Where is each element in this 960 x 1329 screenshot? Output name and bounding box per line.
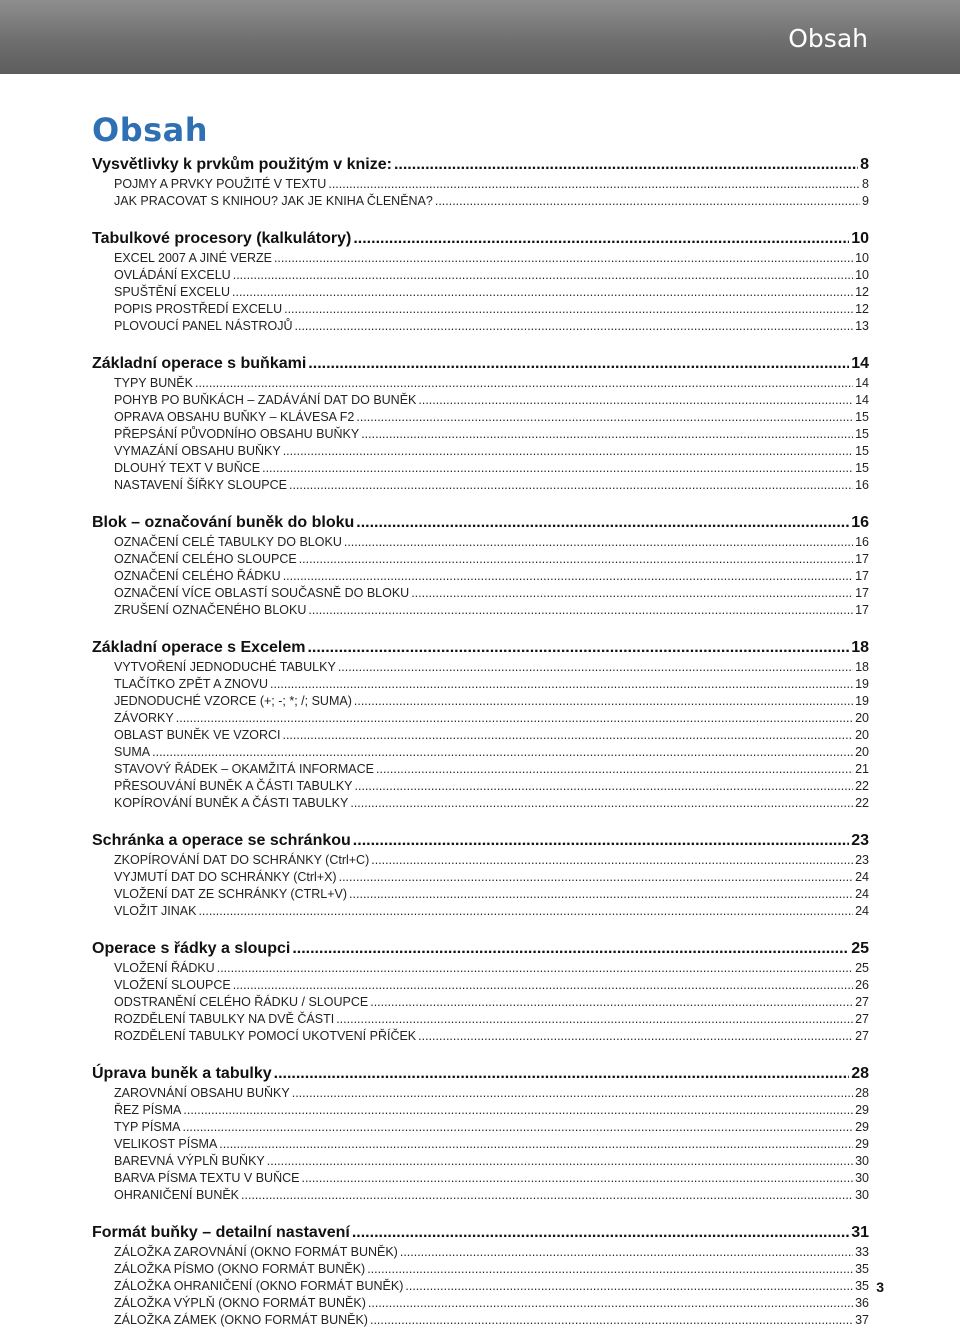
toc-item[interactable] [92, 284, 869, 301]
toc-item-title: JAK PRACOVAT S KNIHOU? JAK JE KNIHA ČLENĚNA? [114, 194, 433, 208]
toc-leader-dots [339, 869, 853, 886]
toc-item-title: VLOŽENÍ ŘÁDKU [114, 961, 215, 975]
toc-leader-dots [284, 301, 853, 318]
toc-item-title: VLOŽENÍ DAT ZE SCHRÁNKY (CTRL+V) [114, 887, 348, 901]
toc-leader-dots [198, 903, 853, 920]
toc-item-title: TYP PÍSMA [114, 1120, 181, 1134]
toc-item-title: BARVA PÍSMA TEXTU V BUŇCE [114, 1171, 300, 1185]
toc-leader-dots [299, 551, 853, 568]
toc-item-page: 12 [855, 285, 869, 299]
toc-leader-dots [435, 193, 860, 210]
toc-section[interactable] [92, 938, 869, 960]
toc-leader-dots [283, 568, 853, 585]
toc-item-title: ZÁLOŽKA PÍSMO (OKNO FORMÁT BUNĚK) [114, 1262, 366, 1276]
toc-item[interactable] [92, 1011, 869, 1028]
toc-item[interactable] [92, 659, 869, 676]
toc-item[interactable] [92, 250, 869, 267]
toc-item-title: TLAČÍTKO ZPĚT A ZNOVU [114, 677, 268, 691]
toc-item-page: 20 [855, 711, 869, 725]
toc-leader-dots [308, 602, 853, 619]
toc-item[interactable] [92, 869, 869, 886]
toc-section[interactable] [92, 830, 869, 852]
toc-item-title: ZRUŠENÍ OZNAČENÉHO BLOKU [114, 603, 307, 617]
toc-item-page: 17 [855, 552, 869, 566]
toc-item-title: JEDNODUCHÉ VZORCE (+; -; *; /; SUMA) [114, 694, 352, 708]
toc-leader-dots [344, 534, 853, 551]
toc-item[interactable] [92, 1312, 869, 1329]
toc-item[interactable] [92, 1187, 869, 1204]
toc-item-page: 22 [855, 796, 869, 810]
toc-item-page: 8 [862, 177, 869, 191]
toc-item-title: NASTAVENÍ ŠÍŘKY SLOUPCE [114, 478, 287, 492]
toc-section[interactable] [92, 1222, 869, 1244]
toc-item[interactable] [92, 375, 869, 392]
toc-leader-dots [283, 443, 853, 460]
toc-item[interactable] [92, 778, 869, 795]
toc-item-title: VLOŽENÍ SLOUPCE [114, 978, 231, 992]
toc-item-title: ZÁVORKY [114, 711, 174, 725]
toc-item-page: 27 [855, 995, 869, 1009]
toc-item-page: 15 [855, 427, 869, 441]
toc-item[interactable] [92, 1119, 869, 1136]
toc-leader-dots [152, 744, 853, 761]
toc-leader-dots [274, 250, 853, 267]
toc-leader-dots [356, 409, 853, 426]
toc-item-page: 17 [855, 603, 869, 617]
toc-item-page: 25 [855, 961, 869, 975]
toc-item-page: 10 [855, 268, 869, 282]
toc-leader-dots [400, 1244, 853, 1261]
toc-item-title: OZNAČENÍ VÍCE OBLASTÍ SOUČASNĚ DO BLOKU [114, 586, 410, 600]
toc-leader-dots [411, 585, 853, 602]
toc-leader-dots [183, 1102, 853, 1119]
toc-item[interactable] [92, 693, 869, 710]
toc-item[interactable] [92, 886, 869, 903]
toc-leader-dots [370, 994, 853, 1011]
toc-leader-dots [367, 1261, 853, 1278]
toc-item[interactable] [92, 1153, 869, 1170]
toc-item-title: ROZDĚLENÍ TABULKY POMOCÍ UKOTVENÍ PŘÍČEK [114, 1029, 417, 1043]
toc-item-title: SUMA [114, 745, 151, 759]
toc-item-title: PŘESOUVÁNÍ BUNĚK A ČÁSTI TABULKY [114, 779, 353, 793]
toc-leader-dots [292, 1085, 853, 1102]
toc-item-title: VLOŽIT JINAK [114, 904, 197, 918]
toc-item-title: STAVOVÝ ŘÁDEK – OKAMŽITÁ INFORMACE [114, 762, 374, 776]
toc-item-page: 24 [855, 904, 869, 918]
toc-item[interactable] [92, 409, 869, 426]
toc-section-title: Základní operace s Excelem [92, 639, 306, 656]
page-number: 3 [876, 1279, 884, 1295]
toc-item-page: 14 [855, 376, 869, 390]
toc-leader-dots [182, 1119, 853, 1136]
toc-item-page: 27 [855, 1029, 869, 1043]
toc-item-page: 16 [855, 478, 869, 492]
toc-item-title: VYJMUTÍ DAT DO SCHRÁNKY (Ctrl+X) [114, 870, 337, 884]
toc-item-page: 10 [855, 251, 869, 265]
toc-item-title: VYMAZÁNÍ OBSAHU BUŇKY [114, 444, 281, 458]
toc-item[interactable] [92, 761, 869, 778]
toc-leader-dots [274, 1063, 850, 1085]
toc-item[interactable] [92, 176, 869, 193]
toc-section-page: 16 [851, 514, 869, 531]
toc-item[interactable] [92, 676, 869, 693]
toc-leader-dots [356, 512, 849, 534]
toc-leader-dots [355, 778, 854, 795]
toc-item-page: 29 [855, 1103, 869, 1117]
toc-leader-dots [371, 852, 853, 869]
toc-section-title: Schránka a operace se schránkou [92, 832, 351, 849]
toc-section[interactable] [92, 353, 869, 375]
toc-item-page: 23 [855, 853, 869, 867]
toc-item[interactable] [92, 903, 869, 920]
toc-section-title: Tabulkové procesory (kalkulátory) [92, 230, 352, 247]
toc-leader-dots [328, 176, 860, 193]
toc-item-title: OZNAČENÍ CELÉ TABULKY DO BLOKU [114, 535, 342, 549]
toc-item[interactable] [92, 852, 869, 869]
toc-section-title: Blok – označování buněk do bloku [92, 514, 355, 531]
toc-item-title: ZÁLOŽKA VÝPLŇ (OKNO FORMÁT BUNĚK) [114, 1296, 366, 1310]
toc-item-page: 17 [855, 586, 869, 600]
toc-leader-dots [270, 676, 853, 693]
toc-item-page: 20 [855, 728, 869, 742]
toc-item-page: 35 [855, 1262, 869, 1276]
toc-item-page: 33 [855, 1245, 869, 1259]
toc-item-title: SPUŠTĚNÍ EXCELU [114, 285, 231, 299]
header-banner [0, 0, 960, 74]
toc-item-page: 14 [855, 393, 869, 407]
toc-item[interactable] [92, 1261, 869, 1278]
toc-leader-dots [241, 1187, 853, 1204]
toc-leader-dots [292, 938, 849, 960]
toc-item-page: 15 [855, 444, 869, 458]
toc-section[interactable] [92, 154, 869, 176]
toc-item-title: PLOVOUCÍ PANEL NÁSTROJŮ [114, 319, 293, 333]
toc-item-page: 26 [855, 978, 869, 992]
toc-item-page: 16 [855, 535, 869, 549]
toc-item-title: PŘEPSÁNÍ PŮVODNÍHO OBSAHU BUŇKY [114, 427, 360, 441]
toc-item[interactable] [92, 727, 869, 744]
toc-leader-dots [354, 693, 853, 710]
toc-leader-dots [353, 830, 849, 852]
toc-leader-dots [307, 637, 849, 659]
toc-item-title: EXCEL 2007 A JINÉ VERZE [114, 251, 272, 265]
toc-leader-dots [282, 727, 853, 744]
toc-item[interactable] [92, 994, 869, 1011]
toc-leader-dots [233, 267, 853, 284]
toc-item-title: ZAROVNÁNÍ OBSAHU BUŇKY [114, 1086, 290, 1100]
toc-item[interactable] [92, 301, 869, 318]
toc-leader-dots [349, 886, 853, 903]
page-title: Obsah [92, 111, 209, 149]
toc-item-title: TYPY BUNĚK [114, 376, 193, 390]
toc-item-page: 20 [855, 745, 869, 759]
toc-item-page: 22 [855, 779, 869, 793]
toc-item[interactable] [92, 318, 869, 335]
toc-leader-dots [361, 426, 853, 443]
toc-section-page: 18 [851, 639, 869, 656]
toc-item-page: 15 [855, 461, 869, 475]
toc-item-page: 21 [855, 762, 869, 776]
toc-leader-dots [289, 477, 853, 494]
toc-item[interactable] [92, 1170, 869, 1187]
toc-item[interactable] [92, 193, 869, 210]
toc-leader-dots [219, 1136, 853, 1153]
toc-item-page: 9 [862, 194, 869, 208]
toc-leader-dots [295, 318, 854, 335]
toc-leader-dots [217, 960, 853, 977]
toc-item-title: OZNAČENÍ CELÉHO SLOUPCE [114, 552, 297, 566]
toc-leader-dots [418, 392, 853, 409]
toc-item-title: ROZDĚLENÍ TABULKY NA DVĚ ČÁSTI [114, 1012, 335, 1026]
toc-item[interactable] [92, 477, 869, 494]
toc-section-page: 10 [851, 230, 869, 247]
toc-item-page: 24 [855, 870, 869, 884]
toc-leader-dots [370, 1312, 853, 1329]
toc-section-title: Základní operace s buňkami [92, 355, 307, 372]
toc-section-page: 23 [851, 832, 869, 849]
toc-item-title: OVLÁDÁNÍ EXCELU [114, 268, 231, 282]
toc-item-title: ZÁLOŽKA OHRANIČENÍ (OKNO FORMÁT BUNĚK) [114, 1279, 404, 1293]
toc-item[interactable] [92, 460, 869, 477]
toc-section-title: Vysvětlivky k prvkům použitým v knize: [92, 156, 392, 173]
toc-item[interactable] [92, 710, 869, 727]
toc-item[interactable] [92, 443, 869, 460]
toc-item-page: 17 [855, 569, 869, 583]
toc-item[interactable] [92, 960, 869, 977]
toc-item-title: BAREVNÁ VÝPLŇ BUŇKY [114, 1154, 265, 1168]
toc-leader-dots [267, 1153, 853, 1170]
toc-item[interactable] [92, 1278, 869, 1295]
toc-item[interactable] [92, 1244, 869, 1261]
toc-item-page: 35 [855, 1279, 869, 1293]
toc-item-title: OPRAVA OBSAHU BUŇKY – KLÁVESA F2 [114, 410, 355, 424]
toc-item-title: OZNAČENÍ CELÉHO ŘÁDKU [114, 569, 281, 583]
toc-leader-dots [301, 1170, 853, 1187]
toc-item[interactable] [92, 551, 869, 568]
toc-section-page: 8 [860, 156, 869, 173]
toc-item[interactable] [92, 267, 869, 284]
toc-item-page: 19 [855, 677, 869, 691]
toc-item-page: 27 [855, 1012, 869, 1026]
toc-item-title: VELIKOST PÍSMA [114, 1137, 218, 1151]
toc-item-page: 24 [855, 887, 869, 901]
toc-leader-dots [262, 460, 853, 477]
toc-leader-dots [376, 761, 853, 778]
toc-item[interactable] [92, 1102, 869, 1119]
toc-item-page: 30 [855, 1188, 869, 1202]
toc-section[interactable] [92, 228, 869, 250]
banner-title: Obsah [788, 24, 868, 53]
toc-item-title: ODSTRANĚNÍ CELÉHO ŘÁDKU / SLOUPCE [114, 995, 369, 1009]
toc-item-page: 13 [855, 319, 869, 333]
toc-item[interactable] [92, 795, 869, 812]
toc-item-title: VYTVOŘENÍ JEDNODUCHÉ TABULKY [114, 660, 336, 674]
table-of-contents [92, 154, 869, 1329]
toc-section[interactable] [92, 512, 869, 534]
toc-item-page: 30 [855, 1171, 869, 1185]
toc-item-title: OHRANIČENÍ BUNĚK [114, 1188, 240, 1202]
toc-leader-dots [350, 795, 853, 812]
toc-leader-dots [338, 659, 853, 676]
toc-item[interactable] [92, 426, 869, 443]
toc-section-title: Formát buňky – detailní nastavení [92, 1224, 350, 1241]
toc-item-page: 37 [855, 1313, 869, 1327]
toc-item-title: ZÁLOŽKA ZAROVNÁNÍ (OKNO FORMÁT BUNĚK) [114, 1245, 398, 1259]
toc-leader-dots [176, 710, 853, 727]
toc-section-page: 28 [851, 1065, 869, 1082]
toc-item-page: 12 [855, 302, 869, 316]
toc-item[interactable] [92, 1136, 869, 1153]
toc-item-page: 28 [855, 1086, 869, 1100]
toc-item[interactable] [92, 568, 869, 585]
toc-leader-dots [233, 977, 853, 994]
toc-item-page: 29 [855, 1120, 869, 1134]
toc-leader-dots [405, 1278, 853, 1295]
toc-section[interactable] [92, 637, 869, 659]
toc-section[interactable] [92, 1063, 869, 1085]
toc-leader-dots [418, 1028, 853, 1045]
toc-item[interactable] [92, 392, 869, 409]
toc-item[interactable] [92, 1085, 869, 1102]
toc-item[interactable] [92, 744, 869, 761]
toc-item-title: POHYB PO BUŇKÁCH – ZADÁVÁNÍ DAT DO BUNĚK [114, 393, 417, 407]
toc-item[interactable] [92, 585, 869, 602]
toc-item[interactable] [92, 534, 869, 551]
toc-item-title: POPIS PROSTŘEDÍ EXCELU [114, 302, 283, 316]
toc-leader-dots [394, 154, 858, 176]
toc-item-title: ŘEZ PÍSMA [114, 1103, 182, 1117]
toc-section-title: Operace s řádky a sloupci [92, 940, 291, 957]
toc-section-page: 14 [851, 355, 869, 372]
toc-item-title: KOPÍROVÁNÍ BUNĚK A ČÁSTI TABULKY [114, 796, 349, 810]
toc-item-title: OBLAST BUNĚK VE VZORCI [114, 728, 281, 742]
toc-item[interactable] [92, 977, 869, 994]
toc-item[interactable] [92, 1028, 869, 1045]
toc-leader-dots [232, 284, 853, 301]
toc-item-page: 29 [855, 1137, 869, 1151]
toc-item-page: 30 [855, 1154, 869, 1168]
toc-section-page: 25 [851, 940, 869, 957]
toc-leader-dots [352, 1222, 849, 1244]
toc-leader-dots [353, 228, 849, 250]
toc-item-title: POJMY A PRVKY POUŽITÉ V TEXTU [114, 177, 327, 191]
toc-item-page: 19 [855, 694, 869, 708]
toc-item[interactable] [92, 602, 869, 619]
toc-item-page: 36 [855, 1296, 869, 1310]
toc-leader-dots [195, 375, 853, 392]
toc-item-page: 18 [855, 660, 869, 674]
toc-section-title: Úprava buněk a tabulky [92, 1065, 272, 1082]
toc-leader-dots [308, 353, 849, 375]
toc-item-title: ZÁLOŽKA ZÁMEK (OKNO FORMÁT BUNĚK) [114, 1313, 368, 1327]
toc-leader-dots [336, 1011, 853, 1028]
toc-item-title: ZKOPÍROVÁNÍ DAT DO SCHRÁNKY (Ctrl+C) [114, 853, 370, 867]
toc-item-title: DLOUHÝ TEXT V BUŇCE [114, 461, 261, 475]
toc-section-page: 31 [851, 1224, 869, 1241]
toc-item-page: 15 [855, 410, 869, 424]
